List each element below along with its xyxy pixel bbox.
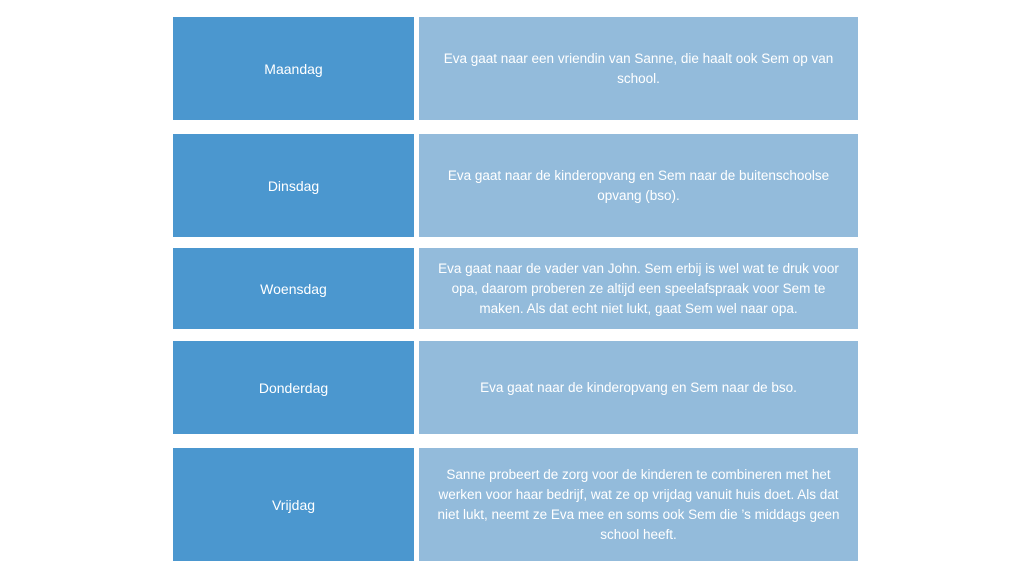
day-cell: Dinsdag (173, 134, 414, 237)
day-cell: Donderdag (173, 341, 414, 434)
schedule-row-woensdag (173, 248, 858, 329)
day-cell: Maandag (173, 17, 414, 120)
schedule-row-donderdag (173, 341, 858, 434)
day-cell: Vrijdag (173, 448, 414, 561)
description-cell: Sanne probeert de zorg voor de kinderen te combineren met het werken voor haar bedrijf, wat ze op vrijdag vanuit huis doet. Als dat niet lukt, neemt ze Eva mee en soms ook Sem die ’s middags geen school heeft. (419, 448, 858, 561)
day-cell: Woensdag (173, 248, 414, 329)
description-cell: Eva gaat naar een vriendin van Sanne, die haalt ook Sem op van school. (419, 17, 858, 120)
description-cell: Eva gaat naar de kinderopvang en Sem naar de bso. (419, 341, 858, 434)
schedule-row-dinsdag (173, 134, 858, 237)
schedule-row-vrijdag (173, 448, 858, 561)
description-cell: Eva gaat naar de kinderopvang en Sem naar de buitenschoolse opvang (bso). (419, 134, 858, 237)
description-cell: Eva gaat naar de vader van John. Sem erbij is wel wat te druk voor opa, daarom proberen ze altijd een speelafspraak voor Sem te maken. Als dat echt niet lukt, gaat Sem wel naar opa. (419, 248, 858, 329)
schedule-row-maandag (173, 17, 858, 120)
